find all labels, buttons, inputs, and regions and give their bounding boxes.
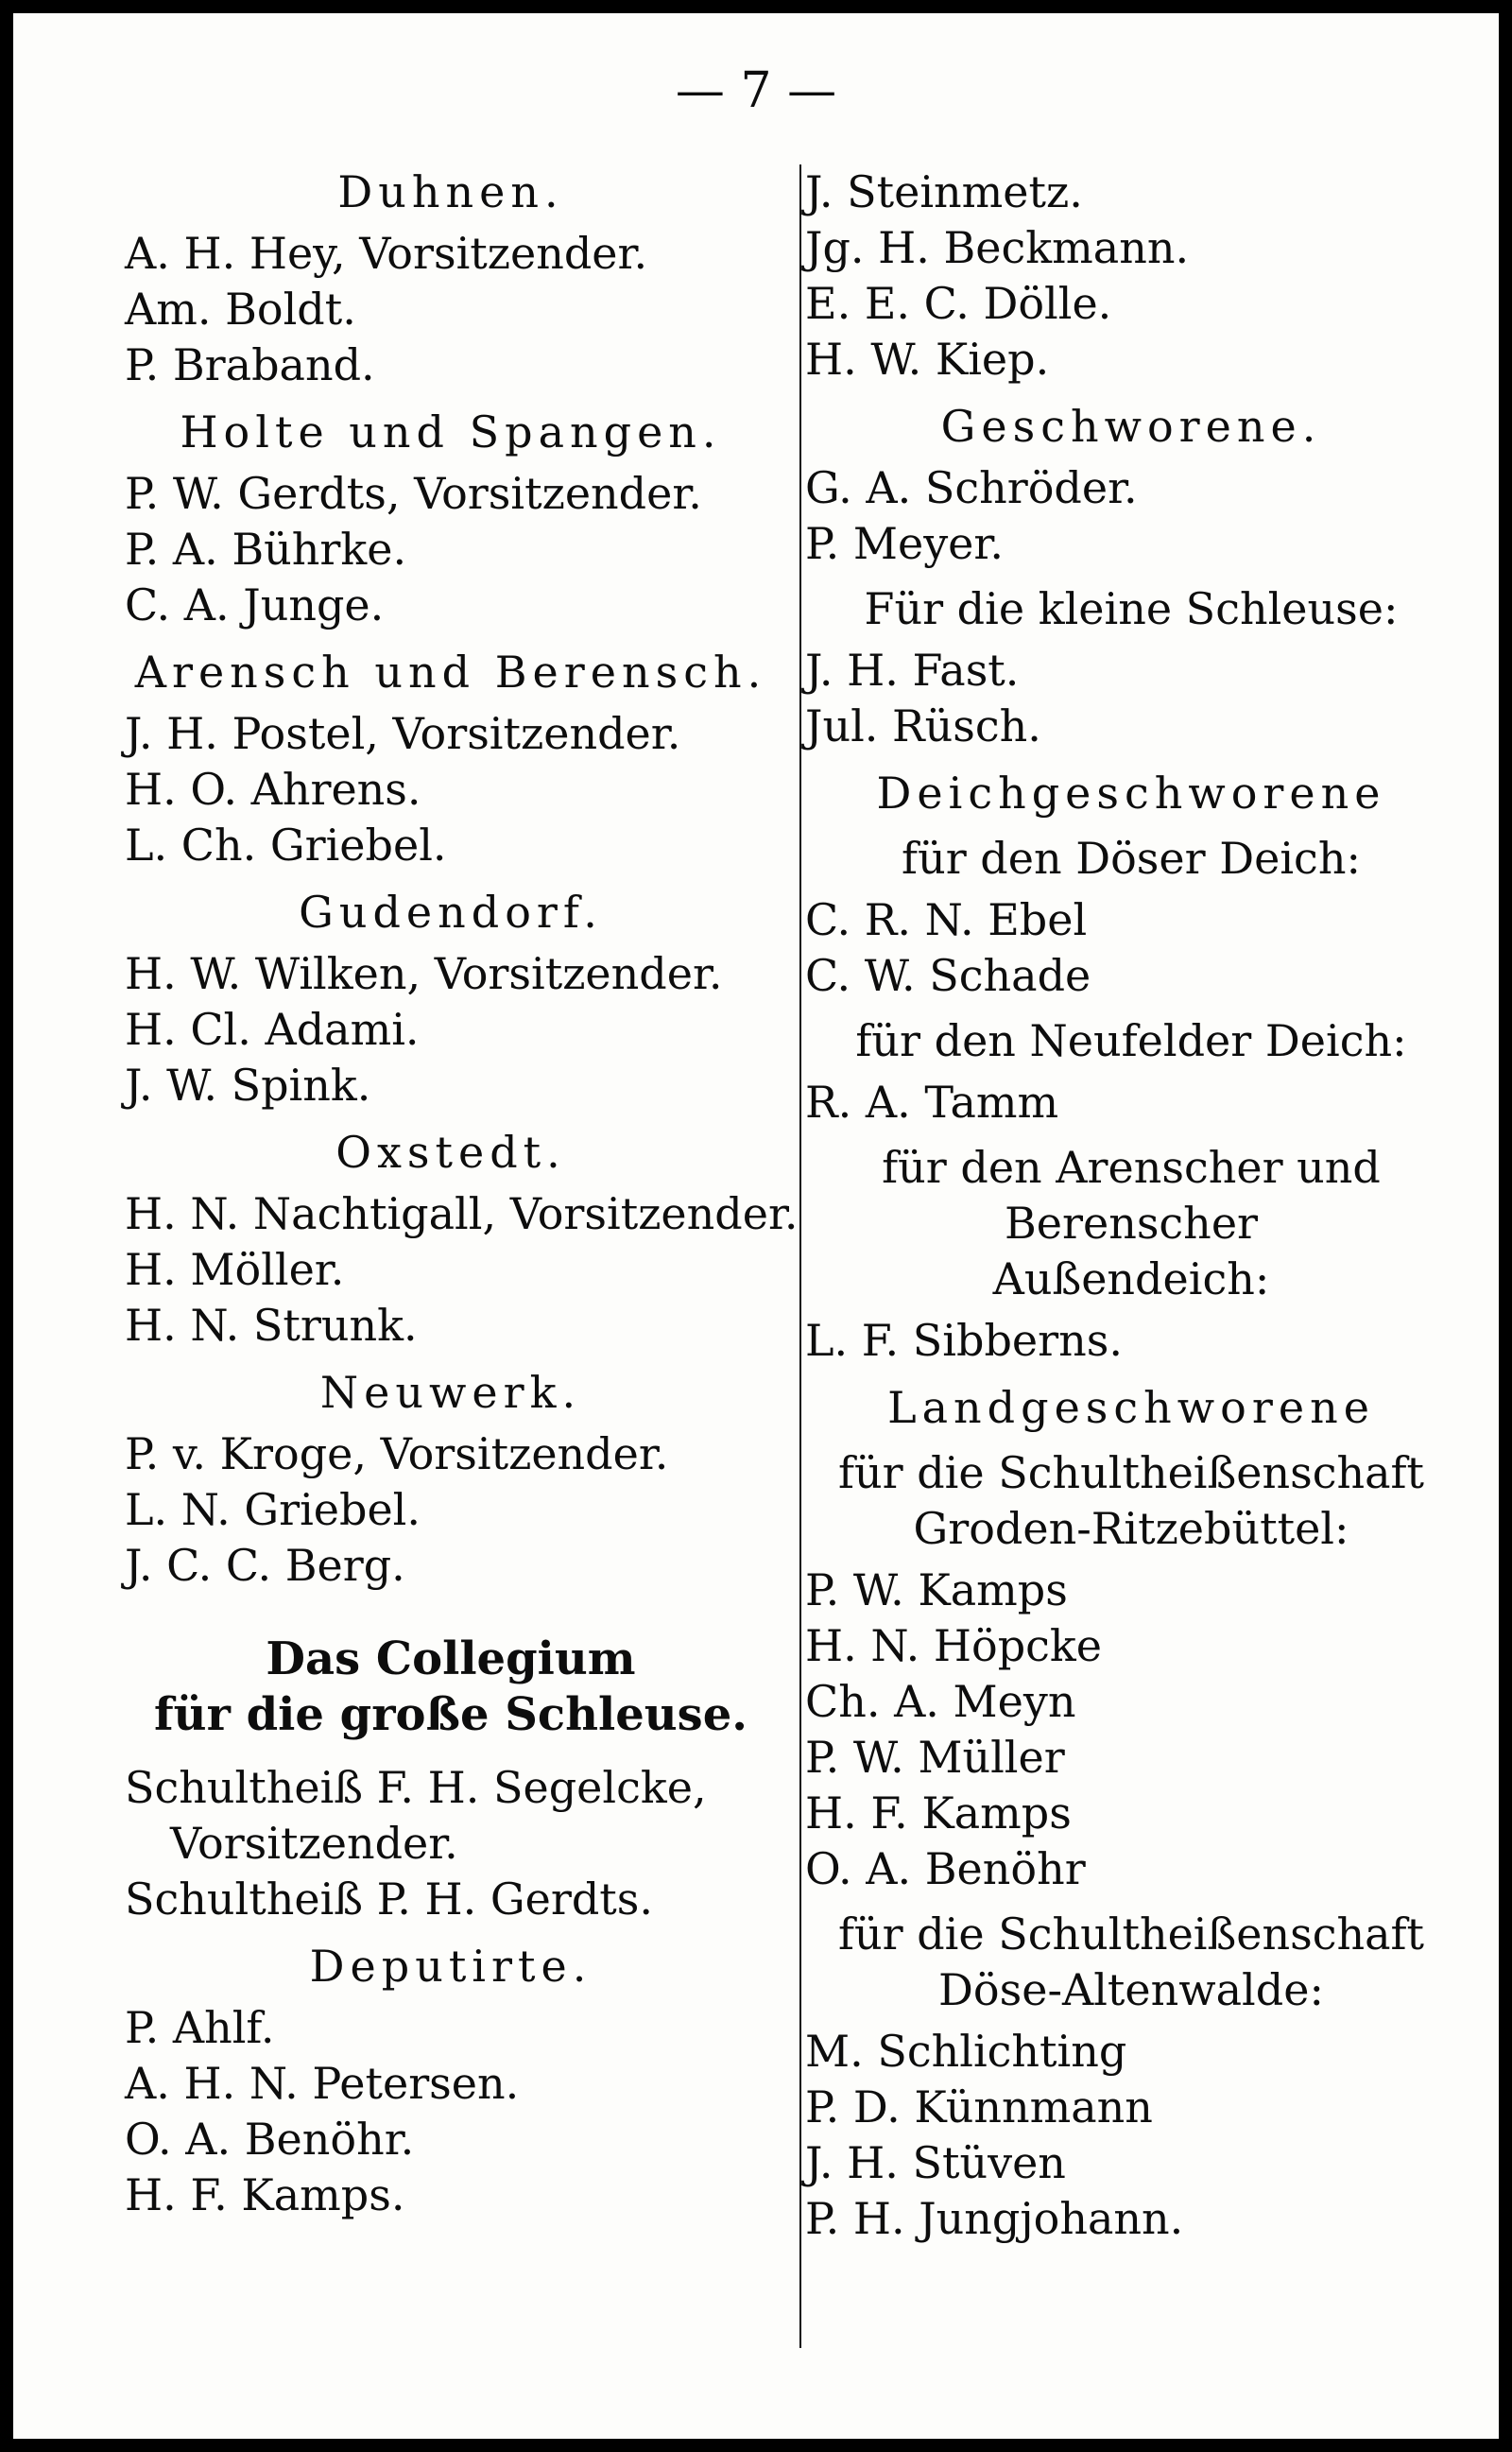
- section-heading-gudendorf: Gudendorf.: [299, 887, 603, 938]
- list-item: H. F. Kamps: [805, 1787, 1072, 1839]
- list-item: P. W. Müller: [805, 1732, 1065, 1783]
- list-item: G. A. Schröder.: [805, 462, 1138, 513]
- subheading-doese-altenwalde: [805, 1907, 1457, 2018]
- section-heading-duhnen: Duhnen.: [337, 166, 564, 217]
- list-item: P. W. Kamps: [805, 1564, 1068, 1615]
- subheading-arenscher-aussendeich: [805, 1140, 1457, 1307]
- list-item: P. W. Gerdts, Vorsitzender.: [125, 468, 702, 519]
- subheading-groden-ritzebuettel: [805, 1445, 1457, 1557]
- list-item: Schultheiß P. H. Gerdts.: [125, 1874, 653, 1925]
- list-item: L. F. Sibberns.: [805, 1315, 1123, 1366]
- section-heading-landgeschworene: Landgeschworene: [887, 1382, 1375, 1433]
- list-item: P. A. Bührke.: [125, 524, 407, 575]
- list-item: P. Ahlf.: [125, 2002, 275, 2053]
- list-item: Am. Boldt.: [125, 284, 356, 335]
- subheading-doeser-deich: für den Döser Deich:: [902, 833, 1361, 884]
- list-item: J. C. C. Berg.: [125, 1540, 405, 1591]
- groden-heading-line1: für die Schultheißenschaft: [837, 1447, 1425, 1498]
- section-heading-kleine-schleuse: Für die kleine Schleuse:: [864, 583, 1399, 634]
- list-item: P. D. Künnmann: [805, 2081, 1153, 2133]
- list-item: O. A. Benöhr: [805, 1843, 1086, 1894]
- list-item: H. N. Nachtigall, Vorsitzender.: [125, 1188, 799, 1239]
- list-item: L. N. Griebel.: [125, 1484, 421, 1535]
- groden-heading-line2: Groden-Ritzebüttel:: [913, 1503, 1349, 1554]
- section-heading-neuwerk: Neuwerk.: [319, 1367, 582, 1418]
- list-item: M. Schlichting: [805, 2026, 1127, 2077]
- arenscher-heading-line1: für den Arenscher und Berenscher: [882, 1142, 1381, 1249]
- list-item: J. H. Fast.: [805, 645, 1020, 696]
- left-column: [125, 164, 799, 2223]
- doese-heading-line1: für die Schultheißenschaft: [837, 1908, 1425, 1960]
- list-item: P. Braband.: [125, 339, 375, 390]
- list-item: J. W. Spink.: [125, 1060, 371, 1111]
- list-item: Schultheiß F. H. Segelcke, Vorsitzender.: [125, 1762, 707, 1869]
- column-divider: [799, 164, 801, 2348]
- list-item: P. H. Jungjohann.: [805, 2193, 1184, 2244]
- doese-heading-line2: Döse-Altenwalde:: [938, 1964, 1324, 2015]
- list-item: H. Cl. Adami.: [125, 1004, 420, 1055]
- list-item: H. F. Kamps.: [125, 2169, 405, 2220]
- list-item: J. H. Postel, Vorsitzender.: [125, 708, 681, 759]
- list-item: H. Möller.: [125, 1244, 345, 1295]
- subheading-neufelder-deich: für den Neufelder Deich:: [855, 1015, 1407, 1066]
- list-item: H. W. Kiep.: [805, 334, 1050, 385]
- collegium-heading-line2: für die große Schleuse.: [154, 1688, 747, 1741]
- list-item: E. E. C. Dölle.: [805, 278, 1112, 329]
- section-heading-oxstedt: Oxstedt.: [335, 1127, 566, 1178]
- section-heading-holte: Holte und Spangen.: [180, 406, 722, 458]
- list-item: A. H. N. Petersen.: [125, 2058, 520, 2109]
- list-item: J. Steinmetz.: [805, 166, 1083, 217]
- list-item: P. Meyer.: [805, 518, 1004, 569]
- section-heading-deichgeschworene: Deichgeschworene: [876, 768, 1386, 819]
- list-item: L. Ch. Griebel.: [125, 820, 447, 871]
- list-item: Ch. A. Meyn: [805, 1676, 1076, 1727]
- list-item: C. W. Schade: [805, 950, 1091, 1001]
- collegium-heading-line1: Das Collegium: [266, 1632, 636, 1685]
- list-item: H. W. Wilken, Vorsitzender.: [125, 948, 723, 999]
- list-item: J. H. Stüven: [805, 2137, 1066, 2188]
- list-item: Jg. H. Beckmann.: [805, 222, 1190, 273]
- list-item: O. A. Benöhr.: [125, 2114, 415, 2165]
- page-number: — 7 —: [675, 62, 837, 119]
- list-item: H. N. Strunk.: [125, 1300, 418, 1351]
- list-item: Jul. Rüsch.: [805, 700, 1041, 751]
- list-item: C. A. Junge.: [125, 579, 385, 630]
- section-heading-arensch: Arensch und Berensch.: [134, 647, 767, 698]
- list-item: A. H. Hey, Vorsitzender.: [125, 228, 648, 279]
- list-item: R. A. Tamm: [805, 1077, 1059, 1128]
- list-item: C. R. N. Ebel: [805, 894, 1088, 945]
- section-heading-deputirte: Deputirte.: [309, 1941, 593, 1992]
- section-heading-collegium: [125, 1632, 777, 1743]
- section-heading-geschworene: Geschworene.: [940, 401, 1322, 452]
- list-item: H. N. Höpcke: [805, 1620, 1103, 1671]
- list-item: P. v. Kroge, Vorsitzender.: [125, 1428, 669, 1479]
- right-column: [805, 164, 1457, 2247]
- arenscher-heading-line2: Außendeich:: [992, 1253, 1270, 1304]
- list-item: H. O. Ahrens.: [125, 764, 421, 815]
